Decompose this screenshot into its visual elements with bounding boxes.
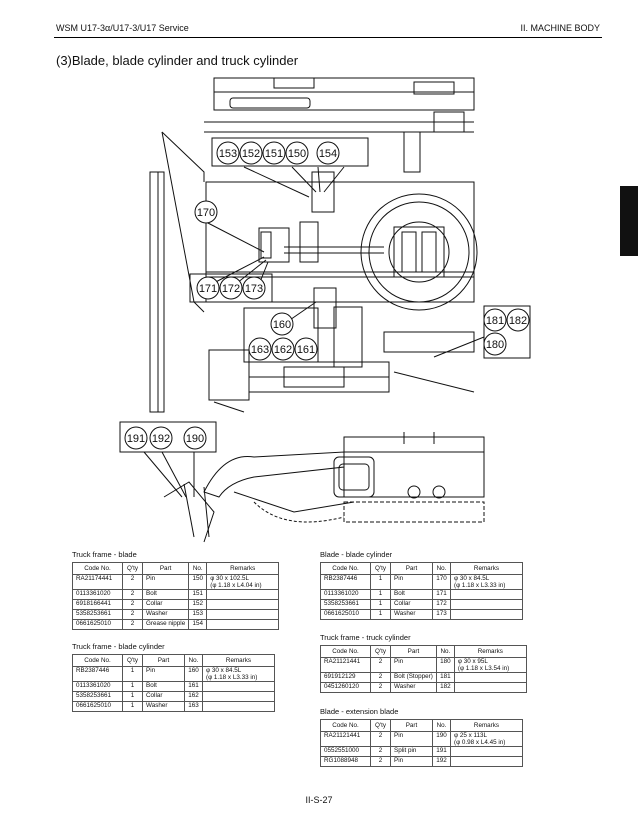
callout-180: 180	[485, 339, 505, 351]
table-truck-frame-blade-cylinder	[72, 642, 275, 712]
cell-qty: 1	[371, 600, 391, 610]
column-header-no: No.	[189, 563, 207, 575]
callout-151: 151	[264, 148, 284, 160]
table-row	[321, 673, 527, 683]
cell-part: Washer	[391, 610, 433, 620]
cell-remarks	[451, 747, 523, 757]
table-row	[321, 575, 523, 590]
column-header-remarks: Remarks	[451, 563, 523, 575]
column-header-qty: Q'ty	[371, 563, 391, 575]
cell-remarks	[207, 590, 279, 600]
cell-qty: 2	[371, 757, 391, 767]
cell-remarks	[203, 682, 275, 692]
callout-181: 181	[485, 315, 505, 327]
cell-no: 163	[185, 702, 203, 712]
column-header-part: Part	[143, 563, 189, 575]
column-header-no: No.	[185, 655, 203, 667]
table-caption: Blade - extension blade	[320, 707, 399, 716]
cell-qty: 1	[371, 575, 391, 590]
callout-170: 170	[196, 207, 216, 219]
column-header-code: Code No.	[321, 720, 371, 732]
cell-remarks: φ 30 x 84.5L (φ 1.18 x L3.33 in)	[203, 667, 275, 682]
cell-qty: 2	[123, 575, 143, 590]
cell-no: 192	[433, 757, 451, 767]
table-row	[73, 682, 275, 692]
cell-part: Bolt	[143, 682, 185, 692]
table-row	[73, 692, 275, 702]
parts-table	[72, 562, 279, 630]
cell-code: 0113361020	[321, 590, 371, 600]
cell-part: Bolt	[391, 590, 433, 600]
column-header-part: Part	[391, 646, 437, 658]
table-row	[73, 590, 279, 600]
cell-part: Pin	[391, 732, 433, 747]
cell-remarks	[451, 610, 523, 620]
cell-part: Washer	[391, 683, 437, 693]
column-header-no: No.	[433, 720, 451, 732]
cell-remarks-inch: (φ 1.18 x L3.33 in)	[454, 582, 506, 589]
cell-code: 0661625010	[321, 610, 371, 620]
table-caption: Blade - blade cylinder	[320, 550, 393, 559]
page-number: II-S-27	[305, 795, 333, 805]
cell-code: 691912129	[321, 673, 371, 683]
table-caption: Truck frame - blade cylinder	[72, 642, 165, 651]
cell-no: 153	[189, 610, 207, 620]
cell-part: Collar	[391, 600, 433, 610]
cell-remarks: φ 30 x 84.5L (φ 1.18 x L3.33 in)	[451, 575, 523, 590]
cell-code: 6918166441	[73, 600, 123, 610]
cell-qty: 2	[123, 600, 143, 610]
column-header-no: No.	[436, 646, 454, 658]
cell-qty: 2	[371, 683, 391, 693]
cell-remarks: φ 30 x 102.5L (φ 1.18 x L4.04 in)	[207, 575, 279, 590]
table-row	[321, 590, 523, 600]
cell-part: Collar	[143, 600, 189, 610]
cell-code: 0661625010	[73, 620, 123, 630]
cell-qty: 2	[123, 590, 143, 600]
cell-remarks	[451, 590, 523, 600]
cell-no: 190	[433, 732, 451, 747]
column-header-remarks: Remarks	[207, 563, 279, 575]
cell-part: Pin	[143, 667, 185, 682]
callout-171: 171	[198, 283, 218, 295]
column-header-remarks: Remarks	[451, 720, 523, 732]
cell-code: RB2387446	[321, 575, 371, 590]
callout-190: 190	[185, 433, 205, 445]
exploded-parts-drawing	[54, 72, 528, 542]
cell-no: 182	[436, 683, 454, 693]
cell-code: 5358253661	[73, 692, 123, 702]
cell-remarks: φ 25 x 113L (φ 0.98 x L4.45 in)	[451, 732, 523, 747]
cell-part: Pin	[391, 757, 433, 767]
section-title: (3)Blade, blade cylinder and truck cylinder	[56, 53, 299, 68]
cell-no: 172	[433, 600, 451, 610]
callout-192: 192	[151, 433, 171, 445]
cell-qty: 2	[371, 747, 391, 757]
callout-162: 162	[273, 344, 293, 356]
column-header-qty: Q'ty	[123, 655, 143, 667]
cell-remarks	[207, 620, 279, 630]
cell-remarks-inch: (φ 1.18 x L3.54 in)	[457, 665, 510, 672]
column-header-qty: Q'ty	[371, 646, 391, 658]
table-row	[321, 732, 523, 747]
cell-part: Pin	[143, 575, 189, 590]
cell-code: 0451260120	[321, 683, 371, 693]
cell-remarks	[451, 600, 523, 610]
cell-no: 154	[189, 620, 207, 630]
cell-code: RB2387446	[73, 667, 123, 682]
table-row	[321, 600, 523, 610]
cell-code: RG1088948	[321, 757, 371, 767]
callout-191: 191	[126, 433, 146, 445]
column-header-qty: Q'ty	[371, 720, 391, 732]
section-tab-marker	[620, 186, 638, 256]
table-row	[73, 667, 275, 682]
callout-152: 152	[241, 148, 261, 160]
cell-remarks	[207, 610, 279, 620]
table-blade-blade-cylinder	[320, 550, 523, 620]
cell-qty: 1	[123, 692, 143, 702]
cell-no: 191	[433, 747, 451, 757]
cell-code: RA21174441	[73, 575, 123, 590]
column-header-code: Code No.	[321, 646, 371, 658]
cell-qty: 1	[123, 682, 143, 692]
cell-remarks	[454, 683, 526, 693]
cell-remarks	[454, 673, 526, 683]
column-header-qty: Q'ty	[123, 563, 143, 575]
callout-160: 160	[272, 319, 292, 331]
callout-161: 161	[296, 344, 316, 356]
cell-qty: 1	[371, 590, 391, 600]
cell-no: 150	[189, 575, 207, 590]
table-truck-frame-truck-cylinder	[320, 633, 527, 693]
callout-173: 173	[244, 283, 264, 295]
table-row	[321, 757, 523, 767]
cell-part: Washer	[143, 702, 185, 712]
parts-table	[320, 562, 523, 620]
cell-remarks-inch: (φ 1.18 x L4.04 in)	[210, 582, 262, 589]
cell-part: Washer	[143, 610, 189, 620]
page-header-left: WSM U17-3α/U17-3/U17 Service	[56, 23, 189, 33]
table-row	[321, 610, 523, 620]
column-header-part: Part	[143, 655, 185, 667]
cell-remarks-inch: (φ 1.18 x L3.33 in)	[206, 674, 258, 681]
cell-code: 0661625010	[73, 702, 123, 712]
callout-150: 150	[287, 148, 307, 160]
cell-qty: 1	[123, 667, 143, 682]
cell-qty: 2	[123, 610, 143, 620]
cell-no: 170	[433, 575, 451, 590]
cell-qty: 2	[123, 620, 143, 630]
parts-table	[320, 645, 527, 693]
callout-182: 182	[508, 315, 528, 327]
cell-code: 0113361020	[73, 590, 123, 600]
column-header-part: Part	[391, 563, 433, 575]
cell-code: 5358253661	[321, 600, 371, 610]
cell-remarks	[451, 757, 523, 767]
table-caption: Truck frame - blade	[72, 550, 137, 559]
parts-table	[320, 719, 523, 767]
cell-part: Collar	[143, 692, 185, 702]
cell-qty: 1	[371, 610, 391, 620]
column-header-code: Code No.	[73, 563, 123, 575]
cell-remarks-inch: (φ 0.98 x L4.45 in)	[454, 739, 506, 746]
column-header-code: Code No.	[321, 563, 371, 575]
cell-code: 0113361020	[73, 682, 123, 692]
cell-no: 173	[433, 610, 451, 620]
cell-no: 152	[189, 600, 207, 610]
cell-no: 151	[189, 590, 207, 600]
cell-code: 0552551000	[321, 747, 371, 757]
header-rule	[54, 37, 602, 38]
callout-154: 154	[318, 148, 338, 160]
cell-remarks: φ 30 x 95L (φ 1.18 x L3.54 in)	[454, 658, 526, 673]
cell-no: 171	[433, 590, 451, 600]
column-header-part: Part	[391, 720, 433, 732]
cell-qty: 2	[371, 673, 391, 683]
table-row	[73, 600, 279, 610]
parts-table	[72, 654, 275, 712]
cell-part: Grease nipple	[143, 620, 189, 630]
cell-code: 5358253661	[73, 610, 123, 620]
cell-code: RA21121441	[321, 658, 371, 673]
cell-no: 162	[185, 692, 203, 702]
table-row	[73, 620, 279, 630]
table-row	[73, 610, 279, 620]
cell-no: 180	[436, 658, 454, 673]
column-header-no: No.	[433, 563, 451, 575]
table-row	[321, 747, 523, 757]
table-row	[321, 683, 527, 693]
callout-163: 163	[250, 344, 270, 356]
cell-code: RA21121441	[321, 732, 371, 747]
cell-qty: 2	[371, 732, 391, 747]
cell-qty: 2	[371, 658, 391, 673]
table-blade-extension-blade	[320, 707, 523, 767]
cell-part: Pin	[391, 658, 437, 673]
column-header-code: Code No.	[73, 655, 123, 667]
cell-no: 181	[436, 673, 454, 683]
cell-remarks	[203, 702, 275, 712]
cell-part: Bolt	[143, 590, 189, 600]
table-row	[321, 658, 527, 673]
cell-no: 161	[185, 682, 203, 692]
cell-part: Split pin	[391, 747, 433, 757]
page-header-right: II. MACHINE BODY	[520, 23, 600, 33]
table-truck-frame-blade	[72, 550, 279, 630]
cell-qty: 1	[123, 702, 143, 712]
column-header-remarks: Remarks	[203, 655, 275, 667]
cell-no: 160	[185, 667, 203, 682]
cell-part: Pin	[391, 575, 433, 590]
column-header-remarks: Remarks	[454, 646, 526, 658]
table-row	[73, 575, 279, 590]
cell-remarks	[203, 692, 275, 702]
table-caption: Truck frame - truck cylinder	[320, 633, 411, 642]
callout-172: 172	[221, 283, 241, 295]
callout-153: 153	[218, 148, 238, 160]
cell-part: Bolt (Stopper)	[391, 673, 437, 683]
cell-remarks	[207, 600, 279, 610]
table-row	[73, 702, 275, 712]
